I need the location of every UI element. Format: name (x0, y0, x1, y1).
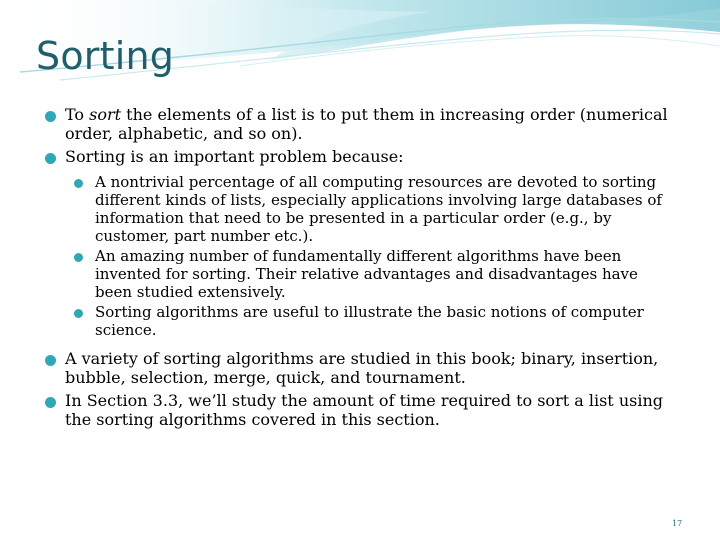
bullet-text: the elements of a list is to put them in increasing order (numerical order, alphabetic, and so on). (65, 105, 668, 144)
bullet-text: In Section 3.3, we’ll study the amount of time required to sort a list using the sorting algorithms covered in this section. (65, 390, 663, 430)
bullet-sort-definition (44, 105, 674, 143)
sub-bullet-text: Sorting algorithms are useful to illustrate the basic notions of computer science. (95, 302, 644, 339)
sub-bullet-dot-icon (74, 253, 83, 262)
bullet-dot-icon (45, 111, 56, 122)
bullet-dot-icon (45, 355, 56, 366)
bullet-section-3-3 (44, 391, 674, 429)
emphasis-sort: sort (89, 105, 122, 124)
sub-bullet-text: A nontrivial percentage of all computing resources are devoted to sorting different kinds of lists, especially applications involving large databases of information that need to be presented in a particular order (e.g., by customer, part number etc.). (95, 172, 662, 245)
slide-content (44, 105, 674, 433)
sub-bullet-dot-icon (74, 179, 83, 188)
bullet-dot-icon (45, 397, 56, 408)
bullet-text: Sorting is an important problem because: (65, 147, 404, 167)
bullet-prefix: To (65, 105, 90, 124)
sub-bullet-different-algorithms (73, 247, 674, 301)
slide-title: Sorting (36, 34, 175, 78)
bullet-text: A variety of sorting algorithms are studied in this book; binary, insertion, bubble, selection, merge, quick, and tournament. (65, 348, 659, 387)
bullet-sorting-important (44, 147, 674, 166)
bullet-dot-icon (45, 153, 56, 164)
page-number: 17 (672, 519, 683, 528)
sub-bullet-computing-resources (73, 173, 674, 245)
sub-bullet-text: An amazing number of fundamentally different algorithms have been invented for sorting. Their relative advantages and disadvantages have been studied extensively. (95, 246, 638, 301)
sub-bullet-dot-icon (74, 309, 83, 318)
sub-bullet-basic-notions (73, 303, 674, 339)
bullet-variety-algorithms (44, 349, 674, 387)
